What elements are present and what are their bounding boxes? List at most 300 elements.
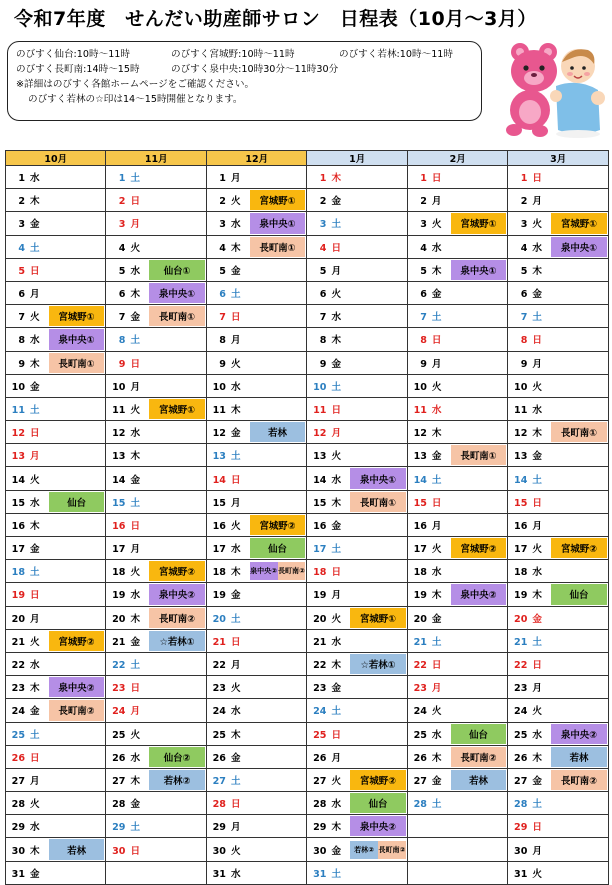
day-number: 16 (11, 520, 25, 532)
event-cell (149, 328, 206, 351)
event-cell (451, 467, 508, 490)
day-number: 24 (514, 706, 528, 718)
day-number: 15 (212, 497, 226, 509)
page-title: 令和7年度 せんだい助産師サロン 日程表（10月～3月） (14, 8, 537, 30)
date-cell (106, 189, 149, 212)
notice-nagamachiminami: のびすく長町南:14時～15時 (16, 64, 140, 75)
day-number: 2 (219, 196, 226, 208)
date-cell (106, 351, 149, 374)
event-cell (451, 652, 508, 675)
day-number: 2 (319, 196, 327, 208)
event-cell (250, 815, 307, 838)
day-row (6, 838, 609, 861)
date-cell (206, 212, 249, 235)
event-cell (250, 328, 307, 351)
day-number: 12 (212, 428, 226, 440)
date-cell (6, 328, 49, 351)
date-cell (206, 467, 249, 490)
day-number: 28 (112, 799, 126, 811)
day-number: 9 (319, 358, 327, 370)
event-cell (49, 235, 106, 258)
day-number: 24 (112, 706, 126, 718)
event-cell (49, 189, 106, 212)
date-cell (508, 815, 551, 838)
event-cell (350, 838, 407, 861)
event-cell (451, 722, 508, 745)
weekday: 金 (230, 428, 241, 440)
notice-box (7, 41, 482, 121)
date-cell (6, 397, 49, 420)
day-number: 10 (11, 381, 25, 393)
day-row (6, 374, 609, 397)
day-row (6, 745, 609, 768)
weekday: 土 (230, 451, 241, 463)
date-cell (407, 374, 450, 397)
weekday: 土 (230, 613, 241, 625)
date-cell (307, 861, 350, 884)
day-number: 5 (118, 265, 126, 277)
day-number: 14 (514, 474, 528, 486)
day-row (6, 537, 609, 560)
day-row (6, 166, 609, 189)
event-cell (451, 861, 508, 884)
date-cell (407, 421, 450, 444)
date-cell (508, 676, 551, 699)
event-badge: 泉中央① (551, 237, 607, 257)
date-cell (307, 838, 350, 861)
event-cell (350, 467, 407, 490)
weekday: 金 (30, 219, 40, 231)
event-cell (250, 397, 307, 420)
event-cell (350, 745, 407, 768)
event-cell (49, 328, 106, 351)
day-row (6, 467, 609, 490)
day-number: 6 (520, 289, 528, 301)
date-cell (106, 374, 149, 397)
date-cell (6, 351, 49, 374)
weekday: 火 (130, 567, 141, 579)
event-cell (451, 629, 508, 652)
day-number: 5 (219, 265, 226, 277)
date-cell (6, 444, 49, 467)
date-cell (508, 397, 551, 420)
date-cell (6, 235, 49, 258)
date-cell (206, 838, 249, 861)
event-cell (551, 467, 608, 490)
day-row (6, 235, 609, 258)
date-cell (106, 861, 149, 884)
weekday: 月 (30, 775, 40, 787)
weekday: 日 (431, 335, 442, 347)
weekday: 金 (130, 799, 141, 811)
day-number: 4 (18, 242, 25, 254)
day-number: 31 (313, 868, 327, 880)
weekday: 水 (532, 242, 542, 254)
event-cell (451, 328, 508, 351)
day-number: 15 (112, 497, 126, 509)
date-cell (106, 397, 149, 420)
event-badge: 仙台② (149, 747, 205, 767)
weekday: 日 (532, 660, 542, 672)
weekday: 水 (130, 428, 141, 440)
date-cell (407, 861, 450, 884)
day-number: 22 (313, 660, 327, 672)
event-cell (451, 815, 508, 838)
weekday: 水 (532, 567, 542, 579)
date-cell (508, 490, 551, 513)
day-number: 4 (420, 242, 427, 254)
weekday: 火 (431, 219, 442, 231)
event-cell (49, 351, 106, 374)
day-number: 18 (11, 567, 25, 579)
event-badge: 泉中央① (350, 468, 406, 488)
date-cell (407, 351, 450, 374)
event-cell (551, 652, 608, 675)
event-cell (350, 676, 407, 699)
month-header: 11月 (106, 151, 206, 166)
event-badge: 宮城野① (551, 213, 607, 233)
event-cell (149, 397, 206, 420)
event-cell (451, 699, 508, 722)
date-cell (6, 537, 49, 560)
day-row (6, 861, 609, 884)
event-cell (49, 629, 106, 652)
event-cell (350, 490, 407, 513)
weekday: 金 (130, 636, 141, 648)
event-cell (551, 166, 608, 189)
event-cell (250, 444, 307, 467)
event-cell (149, 374, 206, 397)
weekday: 火 (230, 845, 241, 857)
event-badge: 宮城野① (250, 190, 306, 210)
event-cell (451, 166, 508, 189)
weekday: 火 (431, 381, 442, 393)
date-cell (206, 166, 249, 189)
weekday: 土 (130, 497, 141, 509)
weekday: 月 (431, 520, 442, 532)
day-number: 27 (212, 775, 226, 787)
event-cell (49, 722, 106, 745)
event-cell (551, 583, 608, 606)
date-cell (6, 838, 49, 861)
event-cell (551, 676, 608, 699)
date-cell (307, 513, 350, 536)
day-number: 27 (413, 775, 427, 787)
weekday: 月 (30, 451, 40, 463)
event-cell (49, 281, 106, 304)
event-cell (250, 305, 307, 328)
date-cell (508, 560, 551, 583)
day-row (6, 722, 609, 745)
day-number: 9 (420, 358, 427, 370)
weekday: 金 (331, 520, 342, 532)
date-cell (106, 606, 149, 629)
event-cell (350, 212, 407, 235)
event-badge: ☆若林① (149, 631, 205, 651)
day-number: 19 (112, 590, 126, 602)
date-cell (307, 421, 350, 444)
event-cell (451, 281, 508, 304)
weekday: 金 (331, 845, 342, 857)
date-cell (508, 652, 551, 675)
weekday: 月 (331, 590, 342, 602)
event-cell (451, 212, 508, 235)
event-cell (350, 397, 407, 420)
date-cell (407, 513, 450, 536)
weekday: 月 (431, 683, 442, 695)
date-cell (106, 722, 149, 745)
day-number: 12 (514, 428, 528, 440)
date-cell (307, 189, 350, 212)
date-cell (508, 374, 551, 397)
date-cell (6, 792, 49, 815)
day-number: 3 (219, 219, 226, 231)
date-cell (407, 328, 450, 351)
weekday: 水 (532, 729, 542, 741)
event-cell (350, 815, 407, 838)
date-cell (407, 629, 450, 652)
event-cell (149, 189, 206, 212)
day-number: 29 (514, 822, 528, 834)
event-cell (451, 305, 508, 328)
day-number: 24 (413, 706, 427, 718)
day-number: 14 (212, 474, 226, 486)
day-number: 31 (212, 868, 226, 880)
day-number: 29 (212, 822, 226, 834)
day-row (6, 513, 609, 536)
event-cell (350, 444, 407, 467)
day-number: 19 (413, 590, 427, 602)
event-cell (250, 166, 307, 189)
event-cell (451, 374, 508, 397)
day-number: 15 (11, 497, 25, 509)
day-number: 22 (11, 660, 25, 672)
weekday: 日 (30, 428, 40, 440)
day-number: 7 (118, 312, 126, 324)
day-number: 2 (520, 196, 528, 208)
weekday: 火 (30, 312, 40, 324)
weekday: 月 (130, 544, 141, 556)
day-number: 21 (11, 636, 25, 648)
day-number: 21 (413, 636, 427, 648)
day-number: 25 (313, 729, 327, 741)
date-cell (307, 374, 350, 397)
day-number: 6 (118, 289, 126, 301)
event-cell (551, 861, 608, 884)
day-number: 10 (313, 381, 327, 393)
day-number: 23 (212, 683, 226, 695)
weekday: 木 (130, 613, 141, 625)
weekday: 火 (331, 451, 342, 463)
date-cell (307, 281, 350, 304)
event-cell (451, 490, 508, 513)
date-cell (206, 699, 249, 722)
weekday: 月 (30, 613, 40, 625)
date-cell (508, 722, 551, 745)
date-cell (206, 583, 249, 606)
event-cell (49, 560, 106, 583)
day-number: 2 (118, 196, 126, 208)
event-cell (49, 467, 106, 490)
day-number: 5 (319, 265, 327, 277)
weekday: 金 (230, 590, 241, 602)
date-cell (206, 722, 249, 745)
event-cell (451, 258, 508, 281)
event-cell (451, 560, 508, 583)
date-cell (307, 583, 350, 606)
weekday: 火 (30, 799, 40, 811)
day-number: 3 (319, 219, 327, 231)
day-number: 18 (313, 567, 327, 579)
date-cell (407, 652, 450, 675)
day-number: 7 (520, 312, 528, 324)
event-cell (49, 583, 106, 606)
weekday: 木 (532, 265, 542, 277)
weekday: 日 (230, 312, 241, 324)
weekday: 日 (130, 196, 141, 208)
day-number: 3 (18, 219, 25, 231)
day-number: 17 (313, 544, 327, 556)
day-row (6, 328, 609, 351)
event-cell (149, 444, 206, 467)
date-cell (407, 560, 450, 583)
date-cell (407, 537, 450, 560)
event-cell (49, 606, 106, 629)
weekday: 金 (331, 683, 342, 695)
event-cell (551, 305, 608, 328)
date-cell (206, 745, 249, 768)
event-cell (551, 258, 608, 281)
event-badge: 長町南① (451, 445, 507, 465)
day-number: 10 (413, 381, 427, 393)
date-cell (407, 722, 450, 745)
day-number: 11 (112, 404, 126, 416)
day-number: 28 (313, 799, 327, 811)
day-number: 1 (18, 173, 25, 185)
event-cell (149, 861, 206, 884)
weekday: 水 (331, 799, 342, 811)
day-number: 13 (313, 451, 327, 463)
date-cell (407, 792, 450, 815)
notice-row-1 (16, 47, 473, 62)
date-cell (307, 722, 350, 745)
date-cell (508, 768, 551, 791)
day-row (6, 652, 609, 675)
day-number: 27 (11, 775, 25, 787)
weekday: 水 (30, 335, 40, 347)
event-cell (149, 537, 206, 560)
event-cell (451, 513, 508, 536)
date-cell (106, 305, 149, 328)
date-cell (206, 792, 249, 815)
weekday: 水 (230, 219, 241, 231)
date-cell (407, 467, 450, 490)
date-cell (106, 467, 149, 490)
weekday: 火 (230, 358, 241, 370)
date-cell (106, 490, 149, 513)
event-badge: 泉中央② (451, 584, 507, 604)
event-cell (250, 189, 307, 212)
day-number: 23 (514, 683, 528, 695)
event-badge: 宮城野① (149, 399, 205, 419)
date-cell (307, 351, 350, 374)
weekday: 金 (532, 451, 542, 463)
day-number: 16 (514, 520, 528, 532)
day-row (6, 560, 609, 583)
event-cell (551, 374, 608, 397)
day-number: 21 (514, 636, 528, 648)
event-cell (451, 676, 508, 699)
event-cell (350, 629, 407, 652)
event-cell (49, 745, 106, 768)
date-cell (307, 699, 350, 722)
date-cell (206, 421, 249, 444)
weekday: 日 (130, 358, 141, 370)
day-number: 20 (313, 613, 327, 625)
event-cell (551, 537, 608, 560)
weekday: 日 (532, 335, 542, 347)
event-cell (551, 745, 608, 768)
weekday: 月 (431, 358, 442, 370)
date-cell (407, 305, 450, 328)
event-badge: 仙台 (250, 538, 306, 558)
weekday: 金 (230, 265, 241, 277)
weekday: 金 (30, 381, 40, 393)
date-cell (407, 166, 450, 189)
date-cell (206, 281, 249, 304)
event-cell (250, 351, 307, 374)
event-cell (451, 606, 508, 629)
date-cell (106, 838, 149, 861)
date-cell (508, 235, 551, 258)
weekday: 土 (130, 335, 141, 347)
day-number: 9 (118, 358, 126, 370)
event-cell (350, 328, 407, 351)
weekday: 水 (431, 242, 442, 254)
date-cell (307, 467, 350, 490)
day-row (6, 676, 609, 699)
weekday: 木 (30, 683, 40, 695)
weekday: 火 (532, 868, 542, 880)
event-badge: 長町南② (378, 841, 406, 859)
weekday: 土 (431, 474, 442, 486)
event-cell (250, 258, 307, 281)
date-cell (6, 768, 49, 791)
weekday: 火 (30, 474, 40, 486)
day-number: 19 (514, 590, 528, 602)
date-cell (407, 444, 450, 467)
weekday: 月 (230, 335, 241, 347)
day-number: 10 (212, 381, 226, 393)
day-number: 28 (413, 799, 427, 811)
date-cell (6, 676, 49, 699)
day-row (6, 258, 609, 281)
weekday: 木 (30, 358, 40, 370)
event-cell (551, 189, 608, 212)
event-cell (350, 351, 407, 374)
weekday: 木 (331, 173, 342, 185)
day-number: 6 (420, 289, 427, 301)
weekday: 金 (30, 868, 40, 880)
weekday: 土 (331, 706, 342, 718)
date-cell (206, 235, 249, 258)
weekday: 月 (30, 289, 40, 301)
day-number: 13 (212, 451, 226, 463)
event-badge: 長町南① (49, 353, 105, 373)
date-cell (407, 676, 450, 699)
event-badge: 長町南① (149, 306, 205, 326)
event-badge: 泉中央① (49, 329, 105, 349)
